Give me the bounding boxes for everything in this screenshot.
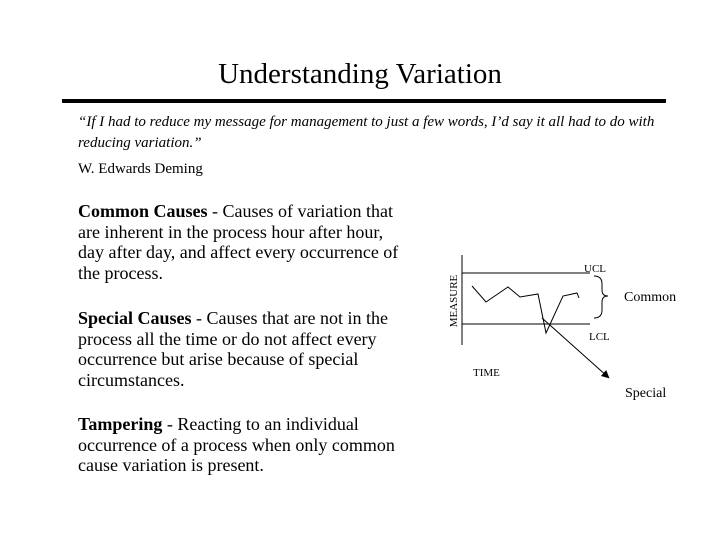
common-bracket xyxy=(594,276,608,318)
special-cause-arrow xyxy=(542,318,608,377)
control-chart-diagram xyxy=(438,250,708,405)
common-causes-term: Common Causes xyxy=(78,201,208,221)
tampering-term: Tampering xyxy=(78,414,163,434)
process-measurement-line xyxy=(472,286,579,333)
common-causes-definition xyxy=(78,201,408,283)
ucl-label: UCL xyxy=(584,263,606,275)
lcl-label: LCL xyxy=(589,331,610,343)
time-axis-label: TIME xyxy=(473,367,500,379)
special-causes-text: - Causes that are not in the process all the time or do not affect every occurrence but arise because of special circumstances. xyxy=(78,308,388,390)
special-causes-definition xyxy=(78,308,408,390)
tampering-text: - Reacting to an individual occurrence of a process when only common cause variation is present. xyxy=(78,414,395,475)
deming-quote: “If I had to reduce my message for management to just a few words, I’d say it all had to do with reducing variation.” xyxy=(78,114,655,151)
measure-axis-label: MEASURE xyxy=(448,274,460,328)
common-label: Common xyxy=(624,290,677,305)
tampering-definition xyxy=(78,414,408,476)
quote-author: W. Edwards Deming xyxy=(78,161,203,177)
title-divider xyxy=(62,99,666,103)
page-title: Understanding Variation xyxy=(218,58,502,90)
common-causes-text: - Causes of variation that are inherent in the process hour after hour, day after day, and affect every occurrence of the process. xyxy=(78,201,399,283)
special-label: Special xyxy=(625,386,667,401)
special-causes-term: Special Causes xyxy=(78,308,192,328)
